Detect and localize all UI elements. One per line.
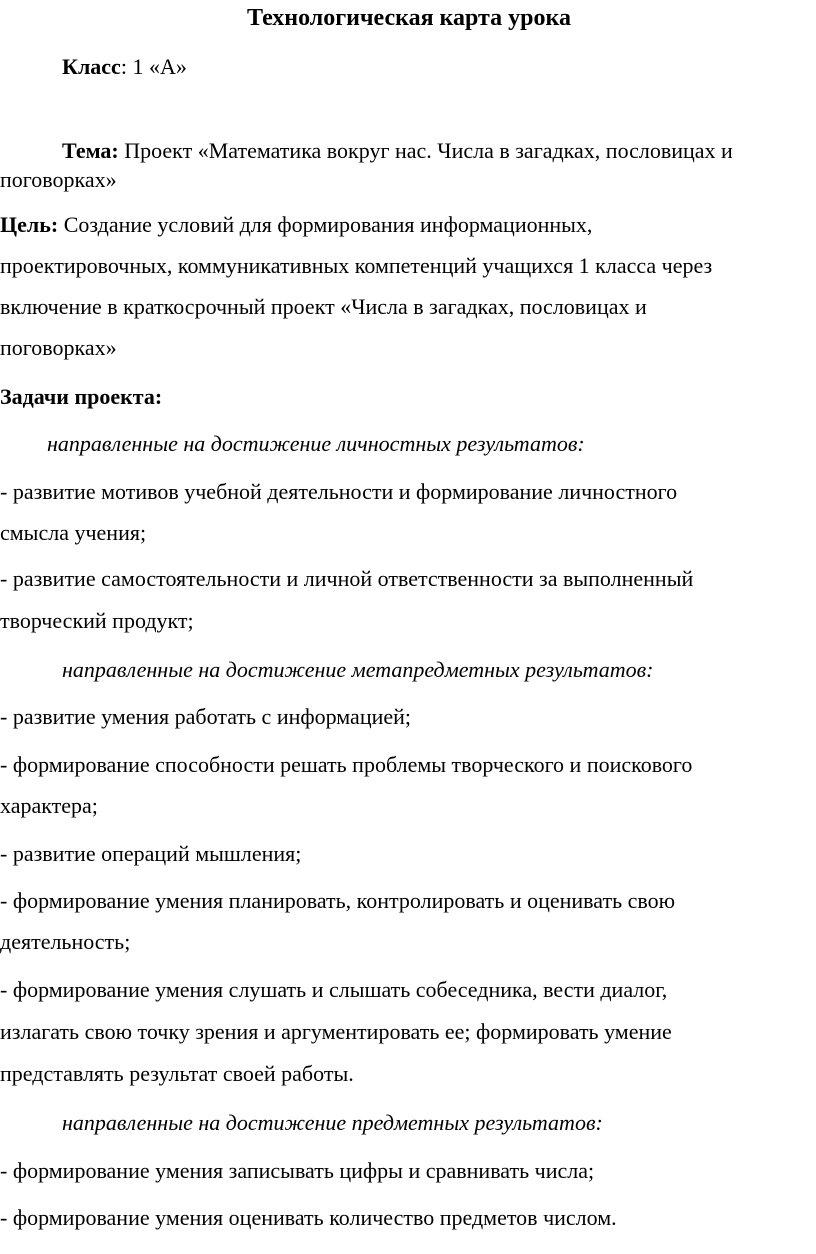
list-item-cont: творческий продукт; (0, 608, 194, 633)
list-item: - формирование умения планировать, контролировать и оценивать свою (0, 888, 676, 913)
subject-results-heading: направленные на достижение предметных результатов: (62, 1110, 603, 1135)
list-item-cont: излагать свою точку зрения и аргументировать ее; формировать умение (0, 1019, 672, 1044)
topic-label: Тема: (62, 138, 119, 163)
list-item: - формирование способности решать проблемы творческого и поискового (0, 752, 693, 777)
list-item-cont: деятельность; (0, 929, 131, 954)
class-label: Класс (62, 54, 121, 79)
topic-line (62, 140, 733, 162)
personal-results-heading: направленные на достижение личностных результатов: (47, 431, 585, 456)
topic-text-cont: поговорках» (0, 167, 117, 192)
list-item: - формирование умения оценивать количество предметов числом. (0, 1205, 617, 1230)
list-item-cont: представлять результат своей работы. (0, 1061, 354, 1086)
list-item: - развитие операций мышления; (0, 841, 302, 866)
goal-label: Цель: (0, 212, 59, 237)
goal-line (0, 214, 592, 236)
list-item: - формирование умения слушать и слышать собеседника, вести диалог, (0, 977, 668, 1002)
goal-text-4: поговорках» (0, 335, 117, 360)
goal-text-2: проектировочных, коммуникативных компетенций учащихся 1 класса через (0, 253, 713, 278)
goal-text-3: включение в краткосрочный проект «Числа в загадках, пословицах и (0, 294, 647, 319)
goal-text: Создание условий для формирования информационных, (58, 212, 593, 237)
meta-results-heading: направленные на достижение метапредметных результатов: (62, 657, 654, 682)
list-item-cont: характера; (0, 793, 98, 818)
list-item: - развитие умения работать с информацией; (0, 704, 412, 729)
class-line (62, 56, 187, 78)
tasks-heading: Задачи проекта: (0, 384, 163, 409)
list-item: - формирование умения записывать цифры и сравнивать числа; (0, 1158, 595, 1183)
list-item: - развитие самостоятельности и личной ответственности за выполненный (0, 566, 694, 591)
document-title: Технологическая карта урока (247, 5, 571, 31)
class-value: : 1 «А» (120, 54, 187, 79)
list-item: - развитие мотивов учебной деятельности и формирование личностного (0, 479, 678, 504)
topic-text: Проект «Математика вокруг нас. Числа в загадках, пословицах и (118, 138, 733, 163)
list-item-cont: смысла учения; (0, 520, 147, 545)
